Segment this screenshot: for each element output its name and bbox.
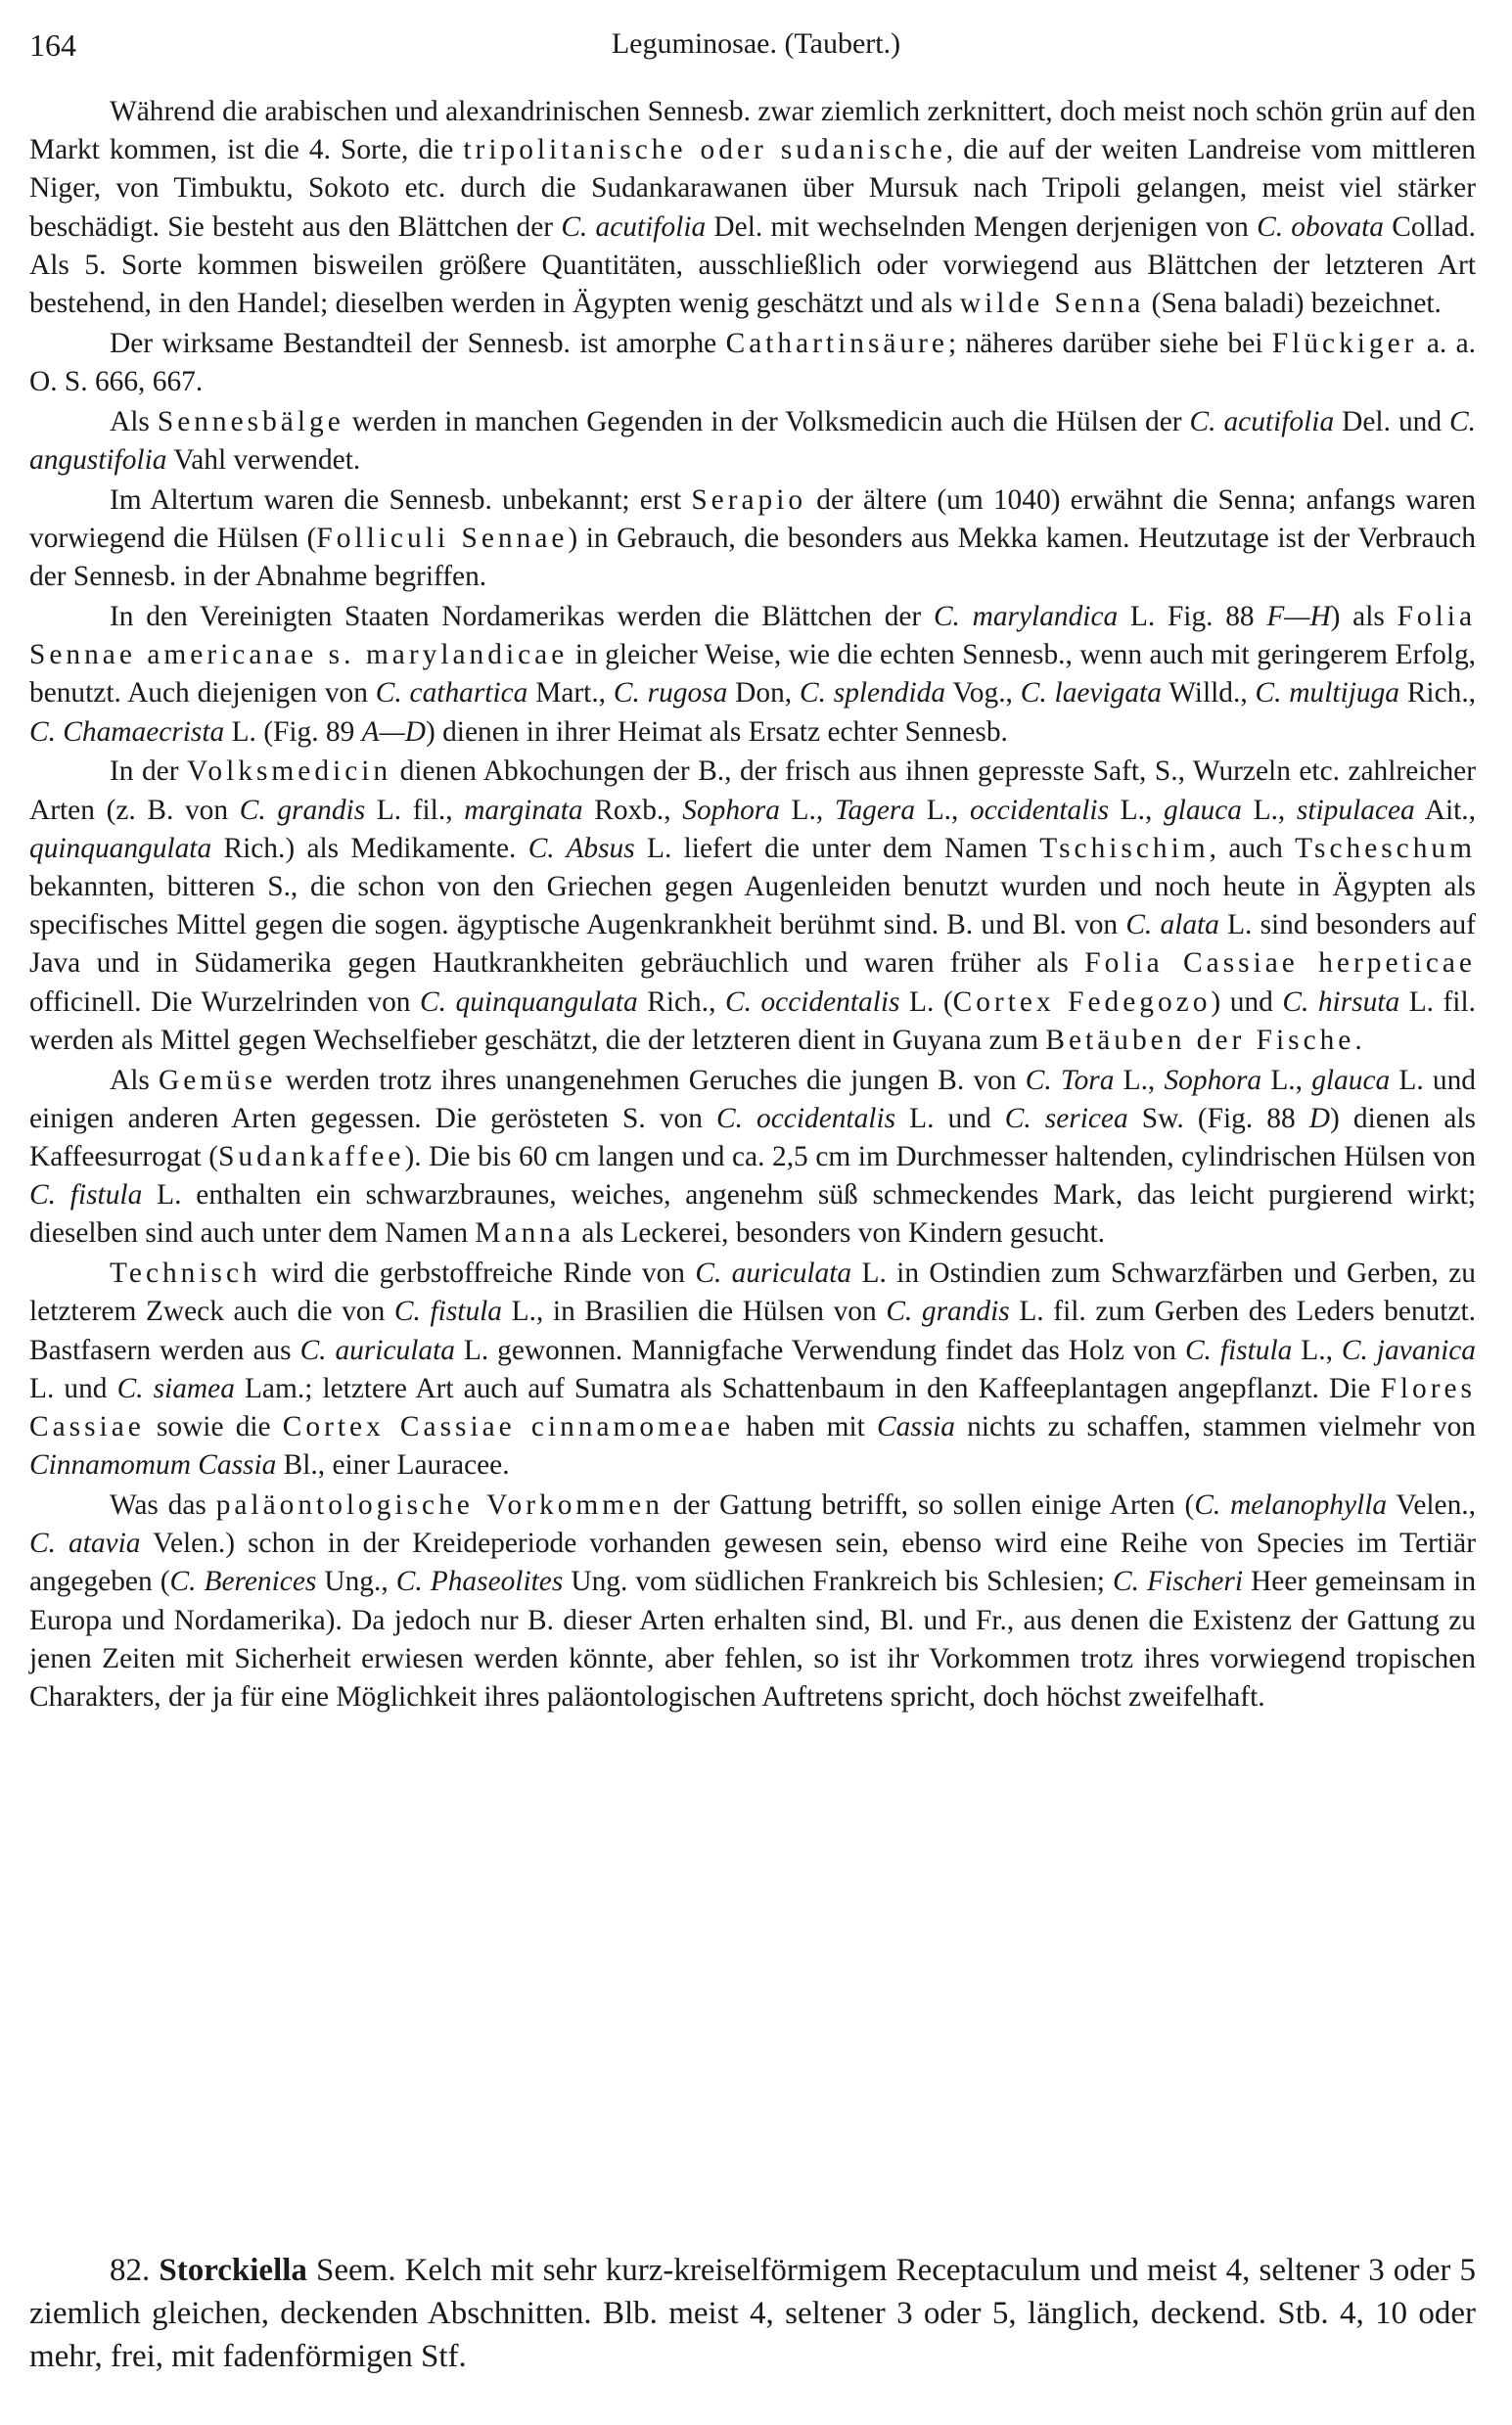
- text-run: Bl., einer Lauracee.: [276, 1449, 510, 1482]
- italic-taxon: occidentalis: [970, 794, 1110, 826]
- text-run: Rich.) als Medikamente.: [211, 832, 528, 864]
- text-run: nichts zu schaffen, stammen vielmehr von: [955, 1411, 1476, 1443]
- italic-taxon: C. Fischeri: [1113, 1566, 1243, 1598]
- italic-taxon: marginata: [464, 794, 583, 826]
- genus-name: Storckiella: [159, 2253, 307, 2288]
- spaced-term: Flückiger: [1271, 327, 1418, 359]
- genus-number: 82.: [110, 2253, 151, 2288]
- text-run: Als: [110, 405, 158, 437]
- paragraph: [29, 93, 1476, 323]
- italic-taxon: Cinnamomum Cassia: [29, 1449, 277, 1482]
- text-run: Als: [110, 1064, 160, 1096]
- text-run: L.,: [1114, 1064, 1165, 1096]
- text-run: Lam.; letztere Art auch auf Sumatra als Schattenbaum in den Kaffeeplantagen angepflanzt. Die: [234, 1372, 1381, 1404]
- page-number: 164: [29, 27, 76, 63]
- text-run: ) dienen in ihrer Heimat als Ersatz echter Sennesb.: [425, 715, 1008, 748]
- text-run: Rich.,: [637, 985, 725, 1018]
- text-run: werden in manchen Gegenden in der Volksmedicin auch die Hülsen der: [344, 405, 1190, 437]
- spaced-term: Gemüse: [159, 1064, 277, 1096]
- text-run: Don,: [727, 677, 800, 709]
- text-run: Velen.) schon in der Kreideperiode vorhanden gewesen sein, ebenso wird eine Reihe von Species im Tertiär angegeben (: [29, 1528, 1476, 1598]
- paragraph: [29, 753, 1476, 1060]
- spaced-term: Sennesbälge: [157, 405, 344, 437]
- spaced-term: Folia Sennae americanae s. marylandicae: [29, 601, 1476, 671]
- text-run: L. in Ostindien zum Schwarzfärben und Gerben, zu letzterem Zweck auch die von: [29, 1258, 1476, 1328]
- italic-taxon: C. laevigata: [1020, 677, 1162, 709]
- italic-taxon: C. marylandica: [933, 601, 1119, 633]
- italic-taxon: C. grandis: [886, 1296, 1010, 1328]
- italic-taxon: C. siamea: [116, 1372, 235, 1404]
- text-run: ) und: [1211, 985, 1283, 1018]
- text-run: Im Altertum waren die Sennesb. unbekannt; erst: [110, 483, 692, 516]
- spaced-term: Technisch: [110, 1258, 261, 1290]
- text-run: L. und: [29, 1372, 117, 1404]
- italic-taxon: C. splendida: [799, 677, 946, 709]
- genus-entry: [29, 2249, 1476, 2378]
- italic-taxon: C. occidentalis: [724, 985, 900, 1018]
- genus-paragraph: [29, 2249, 1476, 2378]
- text-run: ; näheres darüber siehe bei: [947, 327, 1272, 359]
- text-run: , auch: [1209, 832, 1296, 864]
- paragraph: [29, 481, 1476, 597]
- paragraph: [29, 325, 1476, 401]
- italic-taxon: C. Phaseolites: [395, 1566, 564, 1598]
- spaced-term: Cortex Fedegozo: [952, 985, 1212, 1018]
- paragraph: [29, 1487, 1476, 1716]
- italic-taxon: C. quinquangulata: [420, 985, 638, 1018]
- text-run: In der: [110, 755, 187, 788]
- text-run: in gleicher Weise, wie die echten Sennesb., wenn auch mit geringerem Erfolg, benutzt. Auch diejenigen von: [29, 639, 1476, 709]
- spaced-term: Cortex Cassiae cinnamomeae: [282, 1411, 735, 1443]
- spaced-term: tripolitanische oder sudanische: [463, 134, 946, 166]
- text-run: L. (Fig. 89: [224, 715, 362, 748]
- italic-taxon: C. multijuga: [1255, 677, 1399, 709]
- text-run: ) als: [1330, 601, 1397, 633]
- text-run: L.,: [1109, 794, 1164, 826]
- italic-taxon: C. grandis: [239, 794, 366, 826]
- italic-taxon: C. javanica: [1341, 1334, 1476, 1366]
- text-run: wird die gerbstoffreiche Rinde von: [260, 1258, 696, 1290]
- spaced-term: Cathartinsäure: [725, 327, 948, 359]
- text-run: Vahl verwendet.: [166, 444, 361, 477]
- italic-taxon: glauca: [1311, 1064, 1391, 1096]
- italic-taxon: stipulacea: [1296, 794, 1415, 826]
- italic-taxon: C. obovata: [1257, 210, 1384, 243]
- paragraph: [29, 403, 1476, 480]
- body-text: [29, 93, 1476, 1718]
- text-run: der Gattung betrifft, so sollen einige Arten (: [663, 1489, 1195, 1522]
- text-run: dienen Abkochungen der B., der frisch aus ihnen gepresste Saft, S., Wurzeln etc. zahlreicher Arten (z. B. von: [29, 755, 1476, 826]
- italic-taxon: glauca: [1163, 794, 1242, 826]
- italic-taxon: C. atavia: [29, 1528, 141, 1560]
- text-run: haben mit: [734, 1411, 877, 1443]
- italic-taxon: C. sericea: [1004, 1102, 1128, 1134]
- text-run: , die auf der weiten Landreise vom mittleren Niger, von Timbuktu, Sokoto etc. durch die Sudankarawanen über Mursuk nach Tripoli gelangen, meist viel stärker beschädigt. Sie besteht aus den Blättchen der: [29, 134, 1476, 243]
- italic-taxon: C. Chamaecrista: [29, 715, 225, 748]
- spaced-term: Serapio: [691, 483, 807, 516]
- italic-taxon: C. auriculata: [695, 1258, 852, 1290]
- text-run: Rich.,: [1398, 677, 1477, 709]
- text-run: bekannten, bitteren S., die schon von den Griechen gegen Augenleiden benutzt wurden und noch heute in Ägypten als specifisches Mittel gegen die sogen. ägyptische Augenkrankheit berühmt sind. B. und Bl. von: [29, 871, 1476, 941]
- text-run: L. und einigen anderen Arten gegessen. Die gerösteten S. von: [29, 1064, 1476, 1134]
- text-run: sowie die: [144, 1411, 283, 1443]
- italic-taxon: C. occidentalis: [716, 1102, 896, 1134]
- text-run: Was das: [110, 1489, 216, 1522]
- italic-taxon: C. cathartica: [375, 677, 528, 709]
- italic-taxon: C. hirsuta: [1282, 985, 1400, 1018]
- text-run: Velen.,: [1387, 1489, 1476, 1522]
- text-run: Ait.,: [1414, 794, 1476, 826]
- text-run: L. (: [899, 985, 953, 1018]
- spaced-term: Volksmedicin: [187, 755, 392, 788]
- paragraph: [29, 1255, 1476, 1485]
- text-run: Del. und: [1334, 405, 1450, 437]
- text-run: L., in Brasilien die Hülsen von: [502, 1296, 887, 1328]
- spaced-term: Manna: [475, 1217, 575, 1250]
- text-run: In den Vereinigten Staaten Nordamerikas werden die Blättchen der: [110, 601, 934, 633]
- text-run: werden trotz ihres unangenehmen Geruches die jungen B. von: [276, 1064, 1026, 1096]
- italic-taxon: A—D: [361, 715, 426, 748]
- text-run: L. fil.,: [365, 794, 465, 826]
- spaced-term: paläontologische Vorkommen: [215, 1489, 664, 1522]
- text-run: officinell. Die Wurzelrinden von: [29, 985, 421, 1018]
- italic-taxon: Sophora: [682, 794, 780, 826]
- text-run: L. liefert die unter dem Namen: [634, 832, 1040, 864]
- text-run: Willd.,: [1161, 677, 1256, 709]
- text-run: ) dienen als Kaffeesurrogat (: [29, 1102, 1476, 1173]
- genus-description: Kelch mit sehr kurz-kreiselförmigem Receptaculum und meist 4, seltener 3 oder 5 ziemlich gleichen, deckenden Abschnitten. Blb. meist 4, seltener 3 oder 5, länglich, deckend. Stb. 4, 10 oder mehr, frei, mit fadenförmigen Stf.: [29, 2253, 1477, 2374]
- italic-taxon: C. auriculata: [299, 1334, 455, 1366]
- text-run: Ung.,: [316, 1566, 396, 1598]
- italic-taxon: Sophora: [1164, 1064, 1262, 1096]
- spaced-term: Tscheschum: [1295, 832, 1476, 864]
- text-run: Del. mit wechselnden Mengen derjenigen von: [706, 210, 1258, 243]
- spaced-term: Folia Cassiae herpeticae: [1084, 947, 1476, 980]
- text-run: als Leckerei, besonders von Kindern gesucht.: [574, 1217, 1105, 1250]
- text-run: L.,: [915, 794, 970, 826]
- italic-taxon: C. fistula: [393, 1296, 502, 1328]
- spaced-term: Betäuben der Fische: [1045, 1024, 1355, 1056]
- text-run: ). Die bis 60 cm langen und ca. 2,5 cm im Durchmesser haltenden, cylindrischen Hülsen von: [404, 1141, 1476, 1173]
- genus-author: Seem.: [316, 2253, 396, 2288]
- paragraph: [29, 598, 1476, 752]
- text-run: L. sind besonders auf Java und in Südamerika gegen Hautkrankheiten gebräuchlich und waren früher als: [29, 909, 1477, 980]
- text-run: ) in Gebrauch, die besonders aus Mekka kamen. Heutzutage ist der Verbrauch der Sennesb. in der Abnahme begriffen.: [29, 523, 1477, 593]
- text-run: L. Fig. 88: [1118, 601, 1267, 633]
- italic-taxon: C. acutifolia: [1189, 405, 1335, 437]
- text-run: Vog.,: [945, 677, 1021, 709]
- italic-taxon: C. acutifolia: [561, 210, 707, 243]
- italic-taxon: C. angustifolia: [29, 405, 1476, 477]
- text-run: a. a. O. S. 666, 667.: [29, 327, 1476, 398]
- text-run: L. fil. werden als Mittel gegen Wechselfieber geschätzt, die der letzteren dient in Guyana zum: [29, 985, 1476, 1056]
- text-run: der ältere (um 1040) erwähnt die Senna; anfangs waren vorwiegend die Hülsen (: [29, 483, 1477, 555]
- text-run: Heer gemeinsam in Europa und Nordamerika). Da jedoch nur B. dieser Arten erhalten sind, Bl. und Fr., aus denen die Existenz der Gattung zu jenen Zeiten mit Sicherheit erwiesen werden könnte, aber fehlen, so ist ihr Vorkommen trotz ihres vorwiegend tropischen Charakters, der ja für eine Möglichkeit ihres paläontologischen Auftretens spricht, doch höchst zweifelhaft.: [29, 1566, 1477, 1714]
- italic-taxon: C. Berenices: [169, 1566, 317, 1598]
- spaced-term: Flores Cassiae: [29, 1372, 1476, 1443]
- text-run: (Sena baladi) bezeichnet.: [1144, 288, 1442, 320]
- italic-taxon: C. rugosa: [613, 677, 728, 709]
- text-run: Collad. Als 5. Sorte kommen bisweilen größere Quantitäten, ausschließlich oder vorwiegend aus Blättchen der letzteren Art bestehend, in den Handel; dieselben werden in Ägypten wenig geschätzt und als: [29, 210, 1476, 320]
- page-header: [29, 27, 1483, 69]
- text-run: L.,: [1292, 1334, 1342, 1366]
- italic-taxon: F—H: [1266, 601, 1331, 633]
- spaced-term: Sudankaffee: [218, 1141, 405, 1173]
- italic-taxon: C. melanophylla: [1194, 1489, 1388, 1522]
- text-run: L.,: [1261, 1064, 1312, 1096]
- spaced-term: wilde Senna: [959, 288, 1145, 320]
- text-run: Mart.,: [527, 677, 614, 709]
- running-title: Leguminosae. (Taubert.): [611, 27, 901, 60]
- text-run: Ung. vom südlichen Frankreich bis Schlesien;: [563, 1566, 1114, 1598]
- italic-taxon: D: [1308, 1102, 1331, 1134]
- text-run: Während die arabischen und alexandrinischen Sennesb. zwar ziemlich zerknittert, doch meist noch schön grün auf den Markt kommen, ist die 4. Sorte, die: [29, 96, 1476, 166]
- text-run: L.,: [1241, 794, 1297, 826]
- text-run: L. und: [895, 1102, 1005, 1134]
- text-run: Roxb.,: [582, 794, 683, 826]
- italic-taxon: C. alata: [1125, 909, 1219, 941]
- italic-taxon: C. Tora: [1025, 1064, 1115, 1096]
- text-run: .: [1354, 1024, 1362, 1056]
- spaced-term: Tschischim: [1039, 832, 1210, 864]
- italic-taxon: C. fistula: [1184, 1334, 1293, 1366]
- text-run: L.,: [779, 794, 835, 826]
- text-run: L. gewonnen. Mannigfache Verwendung findet das Holz von: [454, 1334, 1185, 1366]
- italic-taxon: C. Absus: [527, 832, 635, 864]
- italic-taxon: C. fistula: [29, 1179, 143, 1212]
- italic-taxon: quinquangulata: [29, 832, 212, 864]
- text-run: Der wirksame Bestandteil der Sennesb. ist amorphe: [110, 327, 726, 359]
- italic-taxon: Tagera: [834, 794, 916, 826]
- paragraph: [29, 1062, 1476, 1254]
- spaced-term: Folliculi Sennae: [316, 523, 569, 555]
- text-run: L. fil. zum Gerben des Leders benutzt. Bastfasern werden aus: [29, 1296, 1476, 1366]
- italic-taxon: Cassia: [876, 1411, 956, 1443]
- text-run: L. enthalten ein schwarzbraunes, weiches, angenehm süß schmeckendes Mark, das leicht purgierend wirkt; dieselben sind auch unter dem Namen: [29, 1179, 1476, 1250]
- text-run: Sw. (Fig. 88: [1127, 1102, 1309, 1134]
